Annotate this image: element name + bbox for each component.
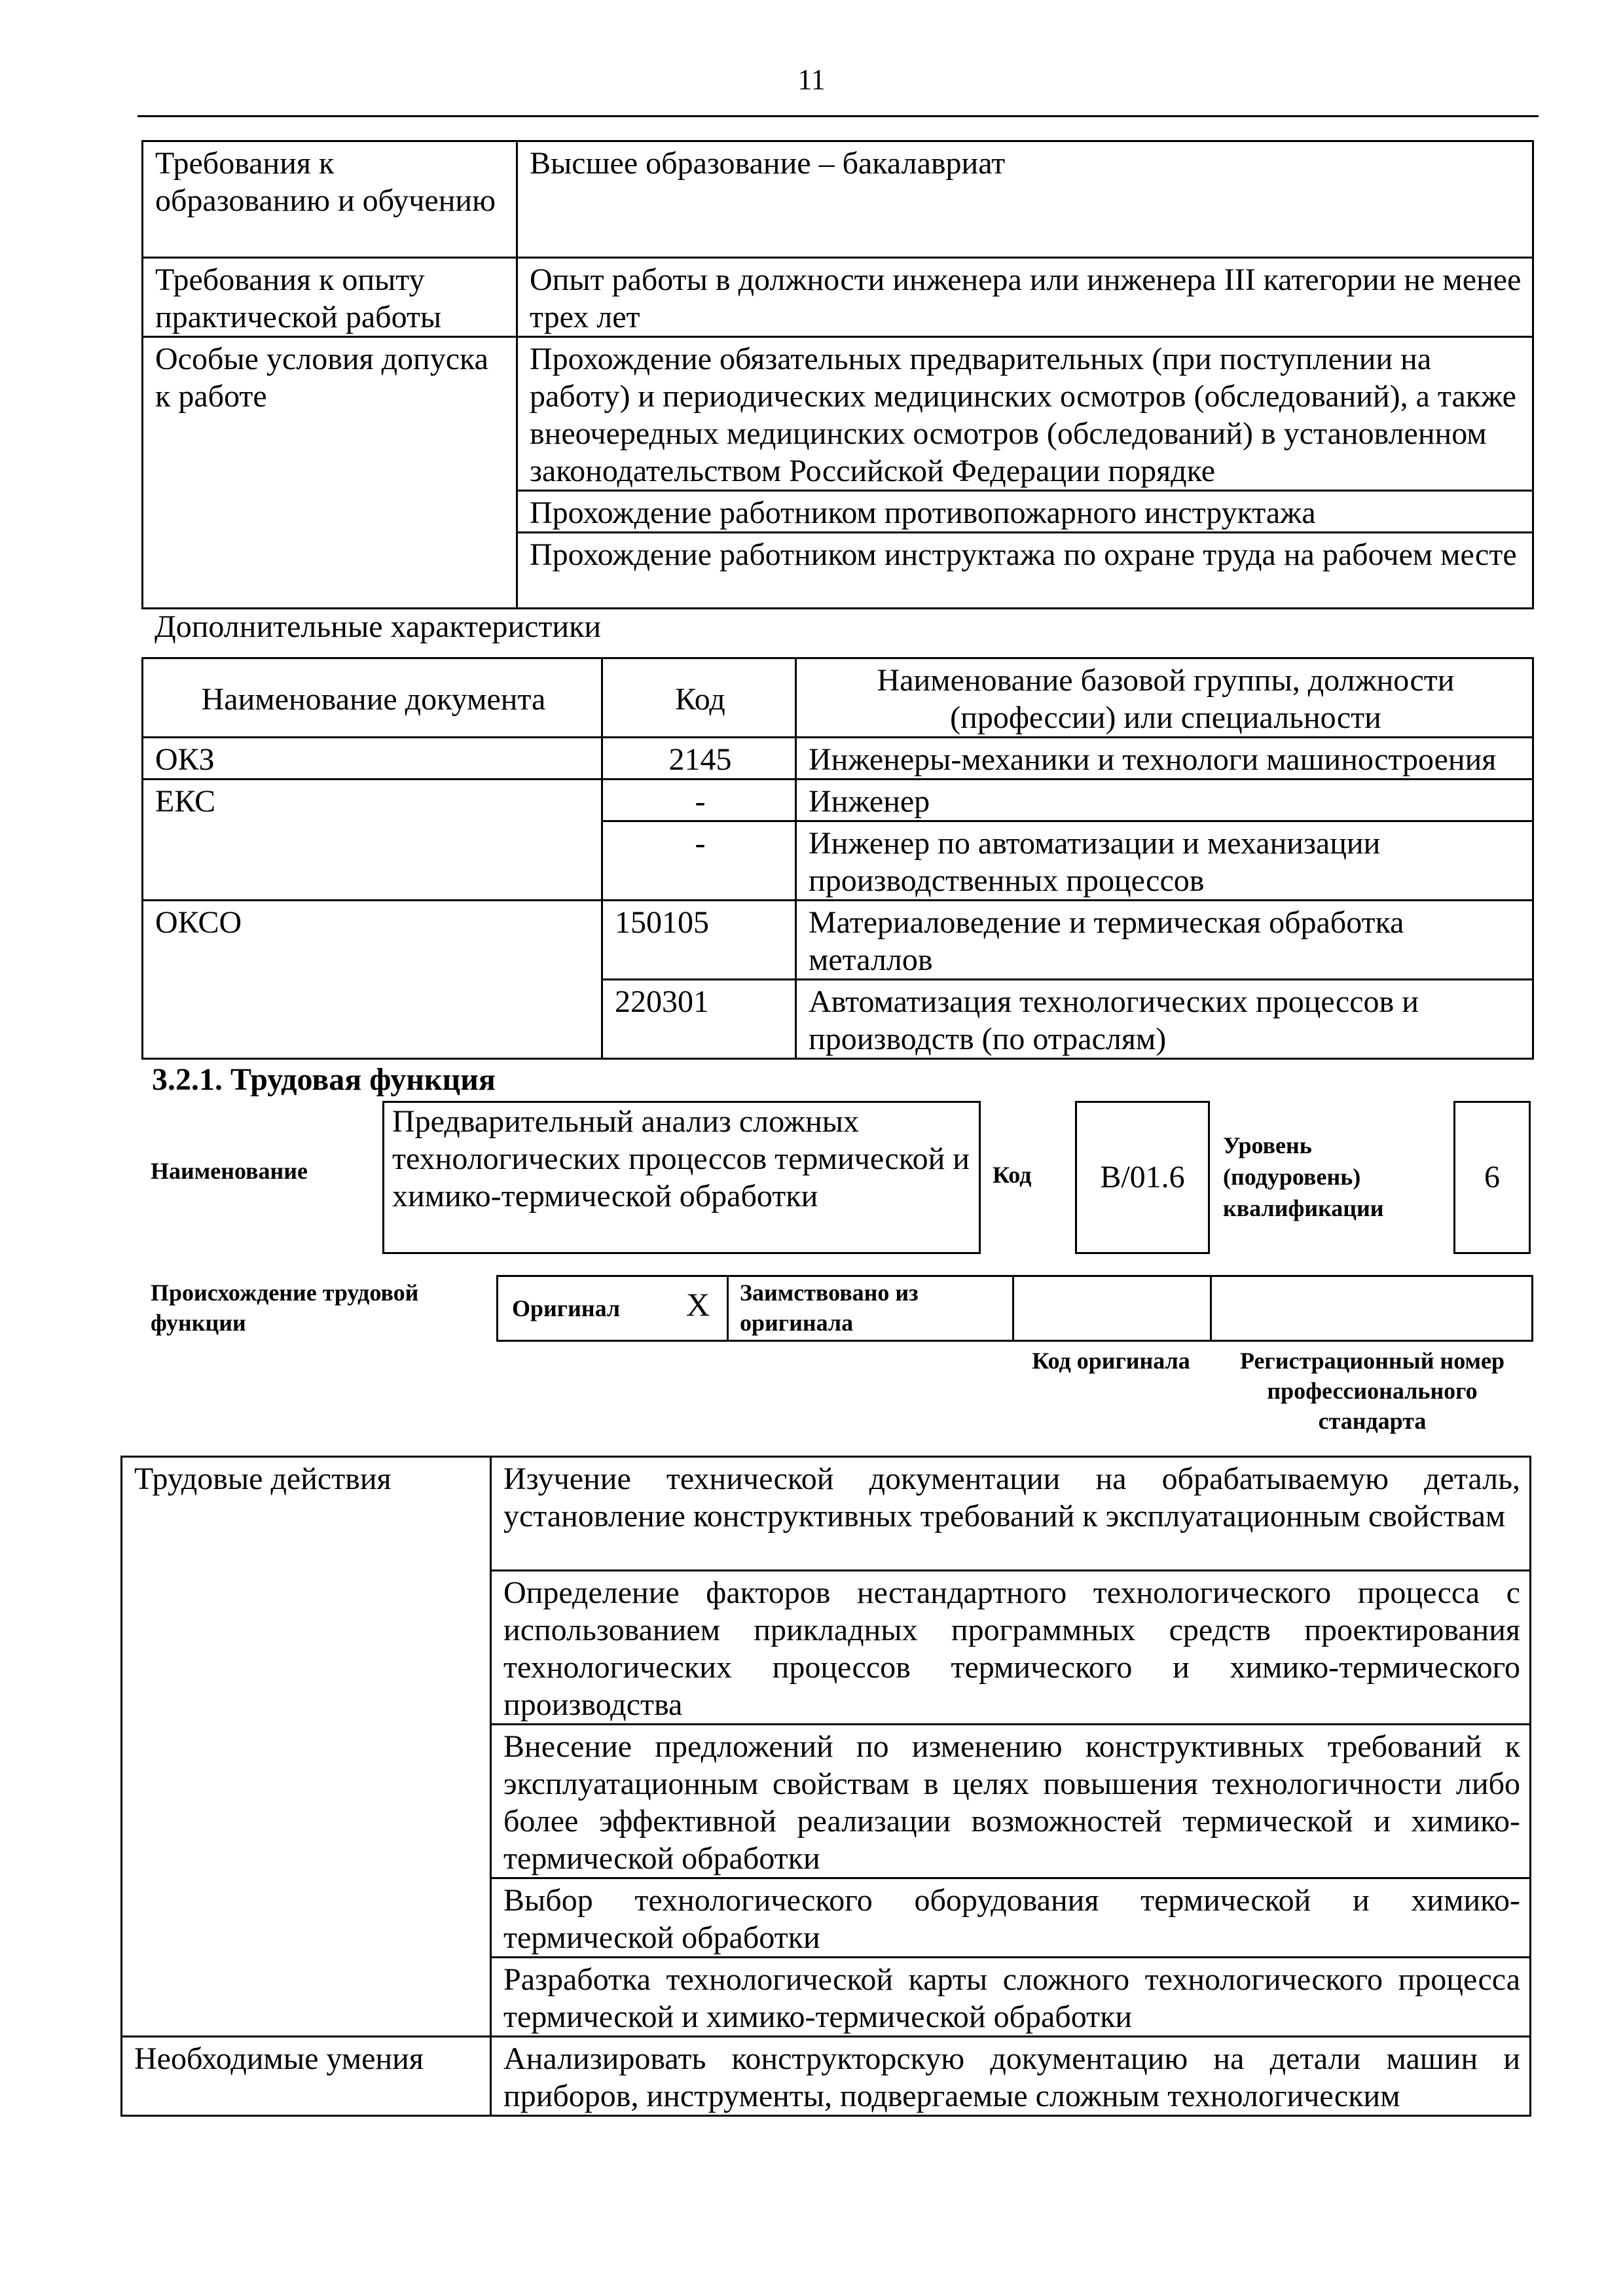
- requirement-value: Прохождение работником противопожарного инструктажа: [517, 491, 1533, 533]
- level-label: Уровень (подуровень) квалификации: [1223, 1132, 1384, 1221]
- table-row: [143, 901, 1533, 980]
- action-item: Выбор технологического оборудования термической и химико-термической обработки: [491, 1878, 1531, 1958]
- additional-table: [141, 657, 1534, 1060]
- table-row: [143, 738, 1533, 780]
- name-cell: Инженеры-механики и технологи машиностроения: [796, 738, 1533, 780]
- doc-cell: ОКЗ: [143, 738, 602, 780]
- name-label: Наименование: [151, 1158, 308, 1184]
- header-code: Код: [602, 658, 796, 738]
- table-row: [143, 258, 1533, 337]
- function-name: Предварительный анализ сложных технологических процессов термической и химико-термической обработки: [392, 1104, 970, 1213]
- code-label: Код: [993, 1162, 1032, 1188]
- requirement-value: Опыт работы в должности инженера или инженера III категории не менее трех лет: [517, 258, 1533, 337]
- requirement-label: Требования к опыту практической работы: [143, 258, 517, 337]
- code-cell: -: [602, 821, 796, 901]
- table-row: [143, 141, 1533, 258]
- table-row: [122, 1457, 1531, 1571]
- page-number: 11: [797, 63, 826, 96]
- original-code-caption: Код оригинала: [1032, 1348, 1190, 1374]
- code-cell: -: [602, 780, 796, 821]
- origin-row: [496, 1275, 1533, 1342]
- origin-divider-1: [727, 1275, 729, 1342]
- action-item: Изучение технической документации на обрабатываемую деталь, установление конструктивных требований к эксплуатационным свойствам: [491, 1457, 1531, 1571]
- skill-item: Анализировать конструкторскую документацию на детали машин и приборов, инструменты, подвергаемые сложным технологическим: [491, 2037, 1531, 2116]
- header-doc: Наименование документа: [143, 658, 602, 738]
- actions-table: [120, 1456, 1531, 2117]
- doc-cell: ЕКС: [143, 780, 602, 901]
- requirements-table: [141, 140, 1534, 609]
- function-heading: 3.2.1. Трудовая функция: [152, 1062, 496, 1097]
- header-rule: [137, 115, 1539, 117]
- table-row: [122, 2037, 1531, 2116]
- action-item: Определение факторов нестандартного технологического процесса с использованием прикладных программных средств проектирования технологических процессов термического и химико-термического производства: [491, 1571, 1531, 1725]
- requirement-value: Прохождение работником инструктажа по охране труда на рабочем месте: [517, 533, 1533, 609]
- action-item: Внесение предложений по изменению конструктивных требований к эксплуатационным свойствам в целях повышения технологичности либо более эффективной реализации возможностей термической и химико-термической обработки: [491, 1725, 1531, 1878]
- name-cell: Инженер по автоматизации и механизации производственных процессов: [796, 821, 1533, 901]
- doc-cell: ОКСО: [143, 901, 602, 1059]
- actions-label: Трудовые действия: [122, 1457, 491, 2037]
- origin-divider-2: [1012, 1275, 1014, 1342]
- action-item: Разработка технологической карты сложного технологического процесса термической и химико-термической обработки: [491, 1958, 1531, 2037]
- borrowed-label: Заимствовано из оригинала: [740, 1280, 919, 1336]
- function-code: B/01.6: [1100, 1160, 1185, 1194]
- table-header-row: [143, 658, 1533, 738]
- name-cell: Автоматизация технологических процессов и производств (по отраслям): [796, 980, 1533, 1059]
- table-row: [143, 337, 1533, 491]
- requirement-label: Особые условия допуска к работе: [143, 337, 517, 609]
- code-cell: 2145: [602, 738, 796, 780]
- original-mark: X: [686, 1286, 710, 1323]
- origin-label: Происхождение трудовой функции: [151, 1280, 419, 1336]
- code-cell: 150105: [602, 901, 796, 980]
- requirement-label: Требования к образованию и обучению: [143, 141, 517, 258]
- level-value: 6: [1484, 1160, 1500, 1194]
- origin-divider-3: [1210, 1275, 1212, 1342]
- name-cell: Материаловедение и термическая обработка металлов: [796, 901, 1533, 980]
- requirement-value: Высшее образование – бакалавриат: [517, 141, 1533, 258]
- code-cell: 220301: [602, 980, 796, 1059]
- additional-heading: Дополнительные характеристики: [155, 609, 602, 644]
- requirement-value: Прохождение обязательных предварительных (при поступлении на работу) и периодических медицинских осмотров (обследований), а также внеочередных медицинских осмотров (обследований) в установленном законодательством Российской Федерации порядке: [517, 337, 1533, 491]
- table-row: [143, 780, 1533, 821]
- header-name: Наименование базовой группы, должности (профессии) или специальности: [796, 658, 1533, 738]
- level-box: [1453, 1101, 1531, 1254]
- name-cell: Инженер: [796, 780, 1533, 821]
- function-name-box: [382, 1101, 981, 1254]
- code-box: [1075, 1101, 1210, 1254]
- registration-caption: Регистрационный номер профессионального стандарта: [1239, 1348, 1505, 1434]
- skills-label: Необходимые умения: [122, 2037, 491, 2116]
- original-label: Оригинал: [512, 1295, 621, 1321]
